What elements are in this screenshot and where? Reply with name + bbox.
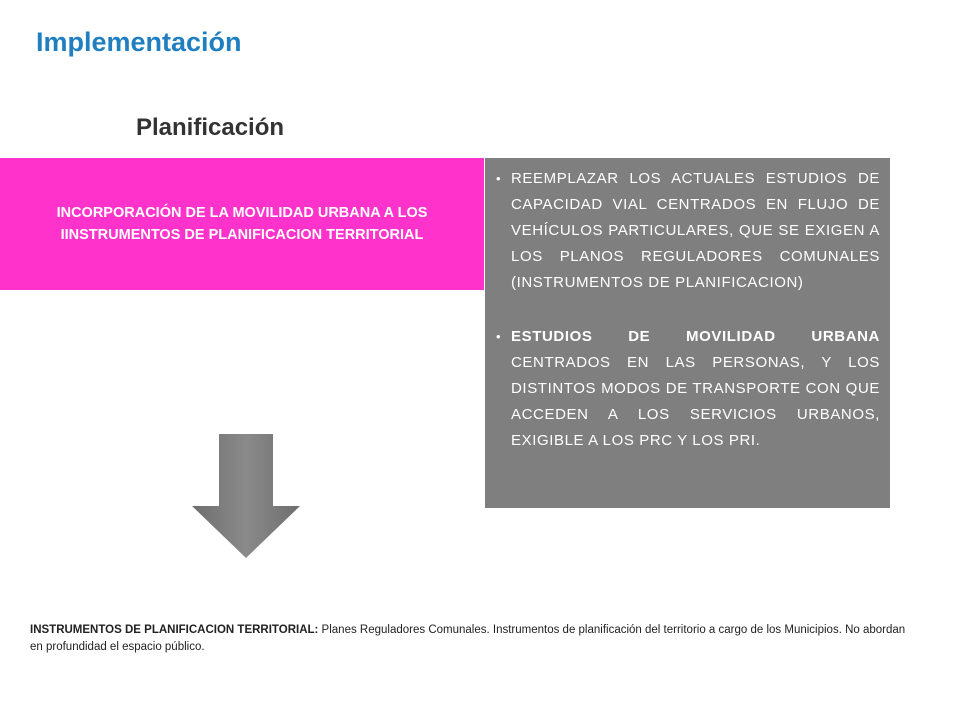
details-list	[493, 166, 880, 454]
details-box	[485, 158, 890, 508]
footnote-text: Planes Reguladores Comunales. Instrumentos de planificación del territorio a cargo de los Municipios. No abordan en profundidad el espacio público.	[30, 624, 906, 653]
down-arrow-icon	[192, 434, 300, 558]
list-item	[493, 324, 880, 454]
slide-title: Implementación	[36, 27, 242, 57]
highlight-box	[0, 158, 484, 290]
list-item-text: REEMPLAZAR LOS ACTUALES ESTUDIOS DE CAPACIDAD VIAL CENTRADOS EN FLUJO DE VEHÍCULOS PARTICULARES, QUE SE EXIGEN A LOS PLANOS REGULADORES COMUNALES (INSTRUMENTOS DE PLANIFICACION)	[511, 170, 880, 291]
bullet-icon: •	[496, 329, 502, 344]
list-item-bold-text: ESTUDIOS DE MOVILIDAD URBANA	[511, 328, 880, 345]
list-item	[493, 166, 880, 296]
bullet-icon: •	[496, 171, 502, 186]
list-item-text: CENTRADOS EN LAS PERSONAS, Y LOS DISTINTOS MODOS DE TRANSPORTE CON QUE ACCEDEN A LOS SERVICIOS URBANOS, EXIGIBLE A LOS PRC Y LOS PRI.	[511, 354, 880, 449]
footnote-term: INSTRUMENTOS DE PLANIFICACION TERRITORIAL:	[30, 624, 319, 636]
footnote	[30, 622, 910, 656]
highlight-box-text: INCORPORACIÓN DE LA MOVILIDAD URBANA A LOS IINSTRUMENTOS DE PLANIFICACION TERRITORIAL	[56, 205, 428, 243]
slide-subtitle: Planificación	[136, 114, 285, 141]
